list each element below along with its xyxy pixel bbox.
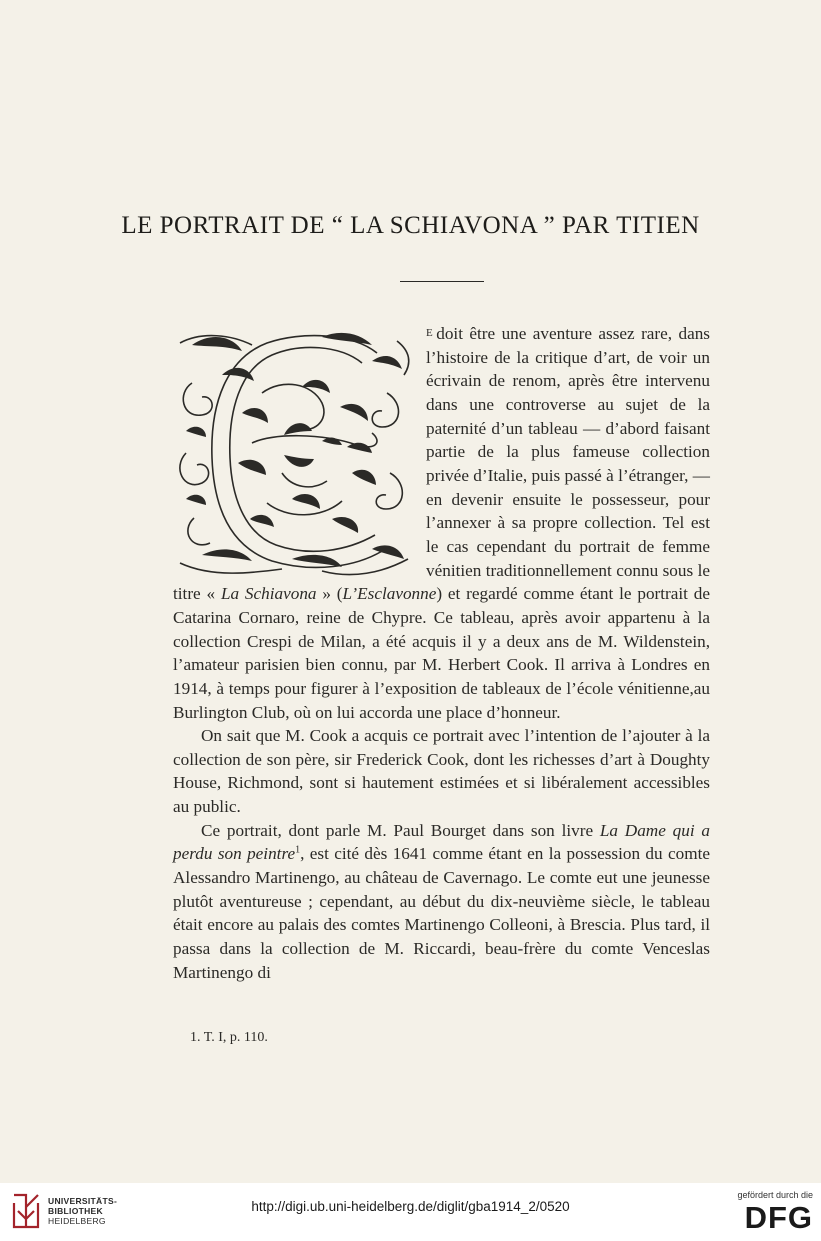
page-title: LE PORTRAIT DE “ LA SCHIAVONA ” PAR TITIEN (121, 212, 700, 239)
paragraph-1-text-b: » ( (316, 584, 343, 604)
italic-book-title: La Dame qui a perdu son peintre (173, 820, 710, 864)
footnote-marker[interactable]: 1 (295, 844, 301, 856)
drop-cap-letter: E (426, 327, 434, 339)
institution-line-1: UNIVERSITÄTS- (48, 1196, 118, 1206)
paragraph-3-text-a: Ce portrait, dont parle M. Paul Bourget dans son livre (201, 820, 600, 840)
paragraph-2: On sait que M. Cook a acquis ce portrait avec l’intention de l’ajouter à la collection de son père, sir Frederick Cook, dont les richesses d’art à Doughty House, Richmond, sont si hautement estimées et si libéralement accessibles au public. (173, 726, 710, 817)
article-body (173, 322, 710, 984)
title-divider (400, 281, 484, 282)
footnote: 1. T. I, p. 110. (190, 1030, 268, 1045)
sponsor-caption: gefördert durch die (737, 1190, 813, 1200)
sponsor-block (693, 1190, 813, 1234)
institution-line-2: BIBLIOTHEK (48, 1206, 103, 1216)
italic-title-esclavonne: L’Esclavonne (342, 584, 437, 604)
paragraph-3-text-b: , est cité dès 1641 comme étant en la possession du comte Alessandro Martinengo, au château de Cavernago. Le comte eut une jeunesse plutôt aventureuse ; cependant, au début du dix-neuvième siècle, le tableau était encore au palais des comtes Martinengo Colleoni, à Brescia. Plus tard, il passa dans la collection de M. Riccardi, beau-frère du comte Venceslas Martinengo di (173, 844, 710, 982)
dfg-logo[interactable]: DFG (744, 1200, 813, 1235)
initial-spacer (173, 322, 426, 582)
paragraph-3 (173, 819, 710, 985)
italic-title-schiavona: La Schiavona (220, 584, 317, 604)
institution-line-3: HEIDELBERG (48, 1216, 106, 1226)
paragraph-1-text-a: doit être une aventure assez rare, dans l’histoire de la critique d’art, de voir un écrivain de renom, après être intervenu dans une controverse au sujet de la paternité d’un tableau — d’abord faisant partie de la plus fameuse collection privée d’Italie, puis passé à l’étranger, — en devenir ensuite le possesseur, pour l’annexer à sa propre collection. Tel est le cas cependant du portrait de femme vénitien traditionnellement connu sous le titre « (173, 324, 710, 604)
paragraph-1-text-c: ) et regardé comme étant le portrait de Catarina Cornaro, reine de Chypre. Ce tableau, après avoir appartenu à la collection Crespi de Milan, a été acquis il y a deux ans de M. Wildenstein, l’amateur parisien bien connu, par M. Herbert Cook. Il arriva à Londres en 1914, à temps pour figurer à l’exposition de tableaux de l’école vénitienne,au Burlington Club, où on lui accorda une place d’honneur. (173, 584, 710, 722)
paragraph-1 (173, 322, 710, 724)
permalink-url[interactable]: http://digi.ub.uni-heidelberg.de/diglit/gba1914_2/0520 (251, 1199, 570, 1214)
